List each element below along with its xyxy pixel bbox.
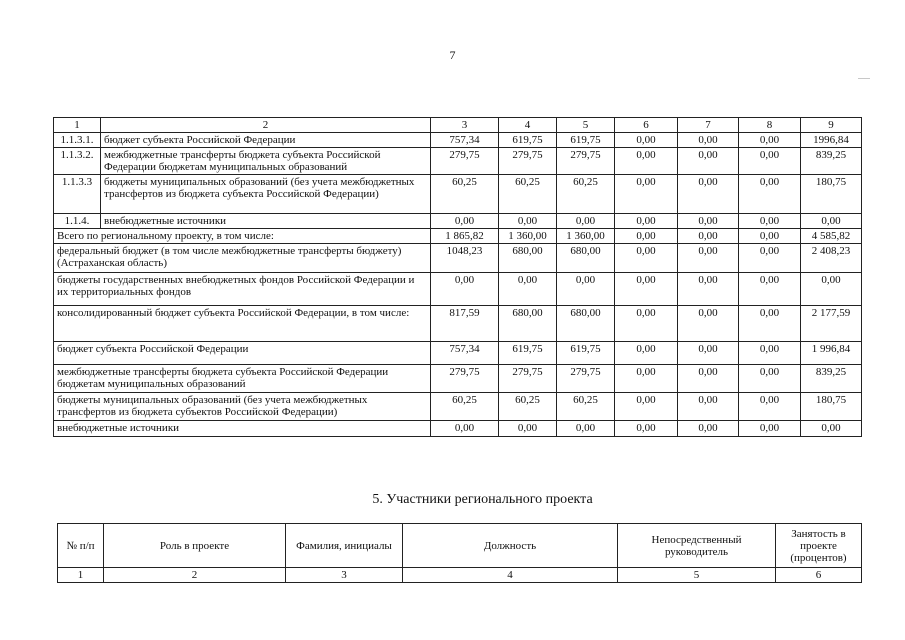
table-row [54, 421, 862, 437]
row-code: 1.1.3.1. [54, 133, 101, 148]
value-cell: 680,00 [499, 306, 557, 342]
value-cell: 1 996,84 [801, 342, 862, 365]
value-cell: 0,00 [499, 273, 557, 306]
participants-number-row [58, 568, 862, 583]
value-cell: 2 408,23 [801, 244, 862, 273]
value-cell: 0,00 [678, 393, 739, 421]
value-cell: 0,00 [801, 214, 862, 229]
value-cell: 619,75 [499, 133, 557, 148]
column-number: 1 [58, 568, 104, 583]
row-label: межбюджетные трансферты бюджета субъекта Российской Федерации бюджетам муниципальных образований [54, 365, 431, 393]
value-cell: 0,00 [615, 342, 678, 365]
value-cell: 60,25 [499, 393, 557, 421]
section-title: 5. Участники регионального проекта [372, 492, 593, 507]
value-cell: 0,00 [678, 421, 739, 437]
value-cell: 1 360,00 [557, 229, 615, 244]
value-cell: 2 177,59 [801, 306, 862, 342]
value-cell: 0,00 [615, 393, 678, 421]
value-cell: 4 585,82 [801, 229, 862, 244]
value-cell: 279,75 [499, 148, 557, 175]
row-label: бюджеты муниципальных образований (без учета межбюджетных трансфертов из бюджета субъекта Российской Федерации) [101, 175, 431, 214]
value-cell: 680,00 [557, 244, 615, 273]
header-cell: 4 [499, 118, 557, 133]
value-cell: 0,00 [615, 421, 678, 437]
value-cell: 60,25 [499, 175, 557, 214]
value-cell: 757,34 [431, 342, 499, 365]
table-row [54, 229, 862, 244]
value-cell: 0,00 [678, 306, 739, 342]
value-cell: 0,00 [431, 214, 499, 229]
value-cell: 180,75 [801, 393, 862, 421]
header-cell: Фамилия, инициалы [286, 524, 403, 568]
value-cell: 60,25 [431, 175, 499, 214]
participants-table [57, 523, 862, 583]
table-row [54, 214, 862, 229]
value-cell: 757,34 [431, 133, 499, 148]
value-cell: 0,00 [431, 421, 499, 437]
value-cell: 0,00 [739, 148, 801, 175]
budget-header-row [54, 118, 862, 133]
value-cell: 0,00 [615, 175, 678, 214]
value-cell: 1048,23 [431, 244, 499, 273]
column-number: 2 [104, 568, 286, 583]
value-cell: 0,00 [678, 229, 739, 244]
header-cell: 8 [739, 118, 801, 133]
value-cell: 0,00 [678, 342, 739, 365]
value-cell: 0,00 [678, 244, 739, 273]
value-cell: 0,00 [739, 393, 801, 421]
value-cell: 0,00 [557, 214, 615, 229]
value-cell: 0,00 [615, 133, 678, 148]
value-cell: 0,00 [615, 214, 678, 229]
value-cell: 0,00 [615, 148, 678, 175]
value-cell: 0,00 [739, 133, 801, 148]
table-row [54, 133, 862, 148]
value-cell: 0,00 [615, 306, 678, 342]
row-label: бюджет субъекта Российской Федерации [54, 342, 431, 365]
value-cell: 60,25 [431, 393, 499, 421]
budget-table [53, 117, 862, 437]
table-row [54, 365, 862, 393]
value-cell: 1 360,00 [499, 229, 557, 244]
value-cell: 60,25 [557, 393, 615, 421]
value-cell: 0,00 [801, 421, 862, 437]
value-cell: 0,00 [739, 342, 801, 365]
table-row [54, 393, 862, 421]
column-number: 5 [618, 568, 776, 583]
header-cell: Непосредственный руководитель [618, 524, 776, 568]
row-label: Всего по региональному проекту, в том числе: [54, 229, 431, 244]
column-number: 4 [403, 568, 618, 583]
column-number: 6 [776, 568, 862, 583]
value-cell: 0,00 [678, 148, 739, 175]
header-cell: 7 [678, 118, 739, 133]
value-cell: 0,00 [615, 244, 678, 273]
header-cell: 6 [615, 118, 678, 133]
value-cell: 60,25 [557, 175, 615, 214]
header-cell: № п/п [58, 524, 104, 568]
table-row [54, 306, 862, 342]
value-cell: 0,00 [431, 273, 499, 306]
value-cell: 279,75 [431, 148, 499, 175]
table-row [54, 273, 862, 306]
header-cell: Должность [403, 524, 618, 568]
value-cell: 180,75 [801, 175, 862, 214]
participants-header-row [58, 524, 862, 568]
row-label: внебюджетные источники [54, 421, 431, 437]
column-number: 3 [286, 568, 403, 583]
table-row [54, 148, 862, 175]
value-cell: 0,00 [739, 175, 801, 214]
value-cell: 279,75 [557, 148, 615, 175]
value-cell: 279,75 [557, 365, 615, 393]
value-cell: 0,00 [678, 365, 739, 393]
value-cell: 0,00 [739, 229, 801, 244]
row-label: межбюджетные трансферты бюджета субъекта Российской Федерации бюджетам муниципальных образований [101, 148, 431, 175]
value-cell: 0,00 [739, 244, 801, 273]
value-cell: 0,00 [739, 273, 801, 306]
row-label: бюджеты муниципальных образований (без учета межбюджетных трансфертов из бюджета субъектов Российской Федерации) [54, 393, 431, 421]
value-cell: 0,00 [678, 273, 739, 306]
value-cell: 839,25 [801, 365, 862, 393]
value-cell: 817,59 [431, 306, 499, 342]
value-cell: 0,00 [499, 421, 557, 437]
value-cell: 0,00 [739, 365, 801, 393]
header-cell: 5 [557, 118, 615, 133]
header-cell: 2 [101, 118, 431, 133]
value-cell: 279,75 [499, 365, 557, 393]
value-cell: 0,00 [615, 365, 678, 393]
value-cell: 839,25 [801, 148, 862, 175]
value-cell: 0,00 [678, 133, 739, 148]
value-cell: 619,75 [557, 133, 615, 148]
header-cell: 9 [801, 118, 862, 133]
header-cell: Занятость в проекте (процентов) [776, 524, 862, 568]
header-cell: 1 [54, 118, 101, 133]
value-cell: 680,00 [499, 244, 557, 273]
table-row [54, 342, 862, 365]
value-cell: 1996,84 [801, 133, 862, 148]
row-code: 1.1.4. [54, 214, 101, 229]
value-cell: 0,00 [557, 273, 615, 306]
row-label: бюджеты государственных внебюджетных фондов Российской Федерации и их территориальных фондов [54, 273, 431, 306]
value-cell: 0,00 [557, 421, 615, 437]
value-cell: 680,00 [557, 306, 615, 342]
value-cell: 0,00 [739, 306, 801, 342]
row-label: бюджет субъекта Российской Федерации [101, 133, 431, 148]
table-row [54, 244, 862, 273]
value-cell: 0,00 [499, 214, 557, 229]
row-code: 1.1.3.3 [54, 175, 101, 214]
value-cell: 0,00 [678, 175, 739, 214]
value-cell: 0,00 [739, 421, 801, 437]
row-label: внебюджетные источники [101, 214, 431, 229]
scan-mark [858, 78, 870, 79]
value-cell: 0,00 [739, 214, 801, 229]
value-cell: 1 865,82 [431, 229, 499, 244]
table-row [54, 175, 862, 214]
value-cell: 0,00 [615, 229, 678, 244]
page-number: 7 [449, 48, 456, 62]
header-cell: Роль в проекте [104, 524, 286, 568]
row-code: 1.1.3.2. [54, 148, 101, 175]
value-cell: 279,75 [431, 365, 499, 393]
value-cell: 619,75 [557, 342, 615, 365]
row-label: консолидированный бюджет субъекта Российской Федерации, в том числе: [54, 306, 431, 342]
value-cell: 0,00 [801, 273, 862, 306]
value-cell: 0,00 [678, 214, 739, 229]
value-cell: 619,75 [499, 342, 557, 365]
header-cell: 3 [431, 118, 499, 133]
row-label: федеральный бюджет (в том числе межбюджетные трансферты бюджету) (Астраханская область) [54, 244, 431, 273]
value-cell: 0,00 [615, 273, 678, 306]
